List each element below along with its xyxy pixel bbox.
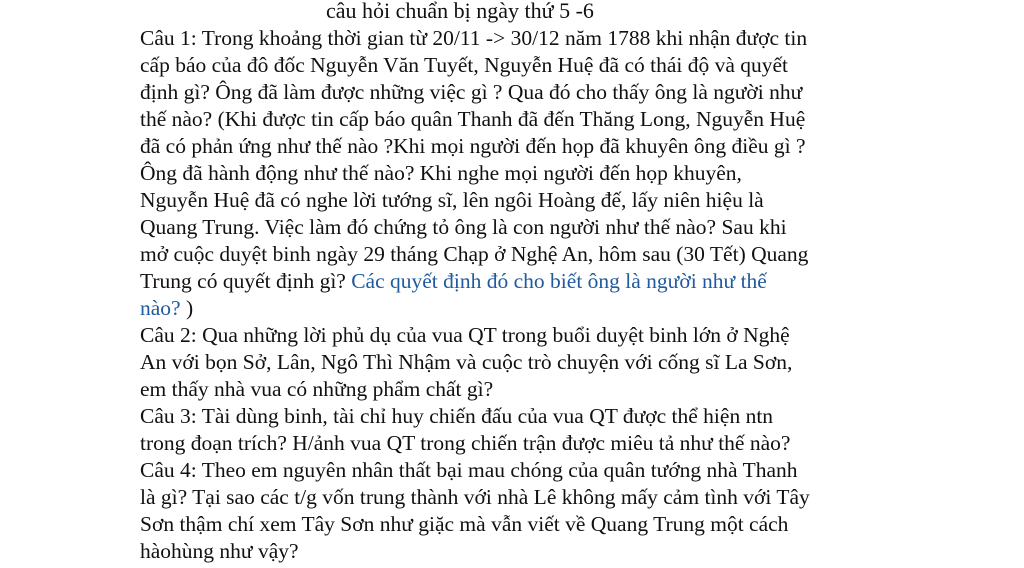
text-line: Ông đã hành động như thế nào? Khi nghe mọi người đến họp khuyên,	[140, 161, 742, 185]
highlighted-text-segment: Các quyết định đó cho biết ông là người như thế	[351, 269, 767, 293]
text-line: An với bọn Sở, Lân, Ngô Thì Nhậm và cuộc trò chuyện với cống sĩ La Sơn,	[140, 350, 793, 374]
question-text	[140, 25, 810, 565]
text-line-mixed	[140, 295, 810, 322]
text-line: là gì? Tại sao các t/g vốn trung thành với nhà Lê không mấy cảm tình với Tây	[140, 485, 810, 509]
text-line: thế nào? (Khi được tin cấp báo quân Thanh đã đến Thăng Long, Nguyễn Huệ	[140, 107, 806, 131]
text-segment: )	[180, 296, 194, 320]
text-line: định gì? Ông đã làm được những việc gì ? Qua đó cho thấy ông là người như	[140, 80, 803, 104]
text-line: em thấy nhà vua có những phẩm chất gì?	[140, 377, 494, 401]
text-line: Câu 2: Qua những lời phủ dụ của vua QT trong buổi duyệt binh lớn ở Nghệ	[140, 323, 790, 347]
text-line: trong đoạn trích? H/ảnh vua QT trong chiến trận được miêu tả như thế nào?	[140, 431, 791, 455]
text-segment: Trung có quyết định gì?	[140, 269, 352, 293]
text-line: cấp báo của đô đốc Nguyễn Văn Tuyết, Nguyễn Huệ đã có thái độ và quyết	[140, 53, 789, 77]
text-line: Quang Trung. Việc làm đó chứng tỏ ông là con người như thế nào? Sau khi	[140, 215, 787, 239]
text-line: Nguyễn Huệ đã có nghe lời tướng sĩ, lên ngôi Hoàng đế, lấy niên hiệu là	[140, 188, 764, 212]
text-line: Câu 3: Tài dùng binh, tài chỉ huy chiến đấu của vua QT được thể hiện ntn	[140, 404, 774, 428]
highlighted-text-segment: nào?	[140, 296, 181, 320]
text-line: Sơn thậm chí xem Tây Sơn như giặc mà vẫn viết về Quang Trung một cách	[140, 512, 789, 536]
text-line: đã có phản ứng như thế nào ?Khi mọi người đến họp đã khuyên ông điều gì ?	[140, 134, 806, 158]
text-line: Câu 1: Trong khoảng thời gian từ 20/11 -> 30/12 năm 1788 khi nhận được tin	[140, 26, 808, 50]
text-line-mixed	[140, 268, 810, 295]
text-line: Câu 4: Theo em nguyên nhân thất bại mau chóng của quân tướng nhà Thanh	[140, 458, 798, 482]
text-line: mở cuộc duyệt binh ngày 29 tháng Chạp ở Nghệ An, hôm sau (30 Tết) Quang	[140, 242, 809, 266]
text-line: hàohùng như vậy?	[140, 539, 299, 563]
document-heading: câu hỏi chuẩn bị ngày thứ 5 -6	[326, 0, 594, 23]
